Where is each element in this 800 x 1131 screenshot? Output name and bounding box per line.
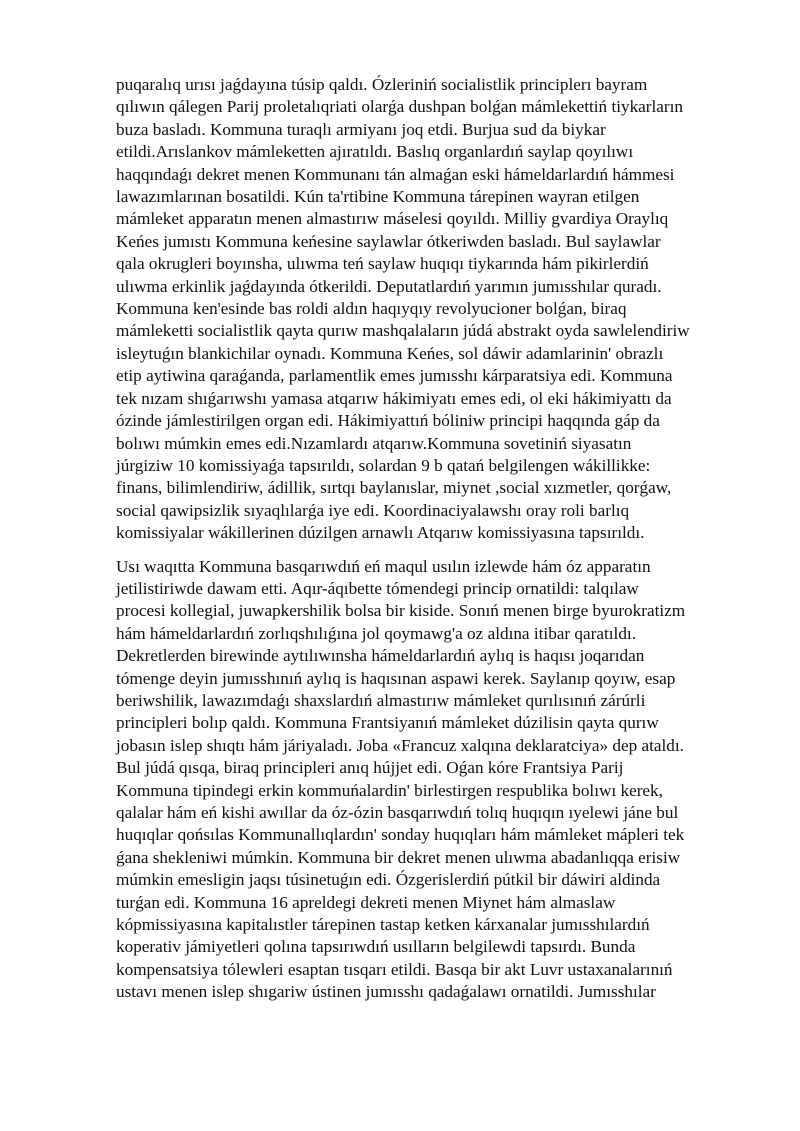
body-paragraph-1: puqaralıq urısı jaǵdayına túsip qaldı. Ózleriniń socialistlik principlerı bayram qılıwın qálegen Parij proletalıqriati olarǵa dushpan bolǵan mámlekettiń tiykarların buza basladı. Kommuna turaqlı armiyanı joq etdi. Burjua sud da biykar etildi.Arıslankov mámleketten ajıratıldı. Baslıq organlardıń saylap qoyılıwı haqqındaǵı dekret menen Kommunanı tán almaǵan eski hámeldarlardıń hámmesi lawazımlarınan bosatildi. Kún ta'rtibine Kommuna tárepinen wayran etilgen mámleket apparatın menen almastırıw máselesi qoyıldı. Milliy gvardiya Oraylıq Keńes jumıstı Kommuna keńesine saylawlar ótkeriwden basladı. Bul saylawlar qala okrugleri boyınsha, ulıwma teń saylaw huqıqı tiykarında hám pikirlerdiń ulıwma erkinlik jaǵdayında ótkerildi. Deputatlardıń yarımın jumısshılar quradı. Kommuna ken'esinde bas roldi aldın haqıyqıy revolyucioner bolǵan, biraq mámleketti socialistlik qayta qurıw mashqalaların júdá abstrakt oyda sawlelendiriw isleytuǵın blankichilar oynadı. Kommuna Keńes, sol dáwir adamlarinin' obrazlı etip aytiwina qaraǵanda, parlamentlik emes jumısshı kárparatsiya edi. Kommuna tek nızam shıǵarıwshı yamasa atqarıw hákimiyatı emes edi, ol eki hákimiyattı da ózinde jámlestirilgen organ edi. Hákimiyattıń bóliniw principi haqqında gáp da bolıwı múmkin emes edi.Nızamlardı atqarıw.Kommuna sovetiniń siyasatın júrgiziw 10 komissiyaǵa tapsırıldı, solardan 9 b qatań belgilengen wákillikke: finans, bilimlendiriw, ádillik, sırtqı baylanıslar, miynet ,social xızmetler, qorǵaw, social qawipsizlik sıyaqlılarǵa iye edi. Koordinaciyalawshı oray roli barlıq komissiyalar wákillerinen dúzilgen arnawlı Atqarıw komissiyasına tapsırıldı. [116,75,690,543]
body-paragraph-2: Usı waqıtta Kommuna basqarıwdıń eń maqul usılın izlewde hám óz apparatın jetilistiriwde dawam etti. Aqır-áqıbette tómendegi princip ornatildi: talqılaw procesi kollegial, juwapkershilik bolsa bir kiside. Sonıń menen birge byurokratizm hám hámeldarlardıń zorlıqshılıǵına jol qoymawg'a oz aldına itibar qaratıldı. Dekretlerden birewinde aytılıwınsha hámeldarlardıń aylıq is haqısı joqarıdan tómenge deyin jumısshınıń aylıq is haqısınan aspawi kerek. Saylanıp qoyıw, esap beriwshilik, lawazımdaǵı shaxslardıń almastırıw mámleket qurılısınıń zárúrli principleri bolıp qaldı. Kommuna Frantsiyanıń mámleket dúzilisin qayta qurıw jobasın islep shıqtı hám járiyaladı. Joba «Francuz xalqına deklaratciya» dep ataldı. Bul júdá qısqa, biraq principleri anıq hújjet edi. Oǵan kóre Frantsiya Parij Kommuna tipindegi erkin kommuńalardin' birlestirgen respublika bolıwı kerek, qalalar hám eń kishi awıllar da óz-ózin basqarıwdıń tolıq huqıqın ıyelewi jáne bul huqıqlar qońsılas Kommunallıqlardın' sonday huqıqları hám mámleket mápleri tek ǵana shekleniwi múmkin. Kommuna bir dekret menen ulıwma abadanlıqqa erisiw múmkin emesligin jaqsı túsinetuǵın edi. Ózgerislerdiń pútkil bir dáwiri aldinda turǵan edi. Kommuna 16 apreldegi dekreti menen Miynet hám almaslaw kópmissiyasına kapitalıstler tárepinen tastap ketken kárxanalar jumısshılardıń koperativ jámiyetleri qolına tapsırıwdıń usılların belgilewdi tapsırdı. Bunda kompensatsiya tólewleri esaptan tısqarı etildi. Basqa bir akt Luvr ustaxanalarınıń ustavı menen islep shıgariw ústinen jumısshı qadaǵalawı ornatildi. Jumısshılar [116,556,686,1002]
document-page [116,74,728,1004]
